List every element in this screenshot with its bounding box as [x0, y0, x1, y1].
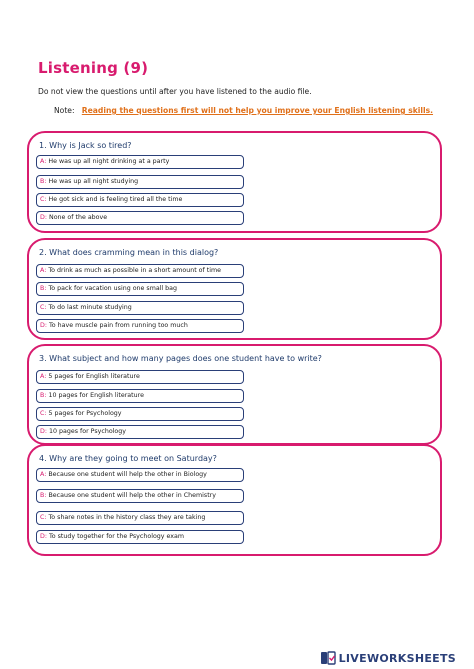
option-letter: B:: [40, 285, 47, 292]
option-letter: B:: [40, 392, 47, 399]
liveworksheets-logo: [320, 651, 456, 665]
liveworksheets-logo-icon: [320, 651, 336, 665]
option-c[interactable]: [36, 511, 244, 525]
option-b[interactable]: [36, 489, 244, 503]
option-letter: C:: [40, 304, 47, 311]
option-letter: D:: [40, 322, 47, 329]
option-letter: D:: [40, 428, 47, 435]
option-c[interactable]: [36, 193, 244, 207]
question-box-2: [27, 238, 442, 340]
note-line: [54, 106, 433, 115]
option-text: Because one student will help the other in Biology: [46, 471, 207, 478]
option-text: To pack for vacation using one small bag: [46, 285, 178, 292]
option-text: None of the above: [46, 214, 108, 221]
option-text: To have muscle pain from running too much: [46, 322, 188, 329]
page-title: Listening (9): [38, 59, 149, 77]
option-b[interactable]: [36, 175, 244, 189]
option-a[interactable]: [36, 370, 244, 384]
option-d[interactable]: [36, 211, 244, 225]
option-letter: B:: [40, 492, 47, 499]
option-letter: C:: [40, 410, 47, 417]
option-a[interactable]: [36, 155, 244, 169]
option-letter: C:: [40, 196, 47, 203]
option-letter: A:: [40, 471, 47, 478]
option-letter: A:: [40, 158, 47, 165]
question-box-4: [27, 444, 442, 556]
question-box-3: [27, 344, 442, 445]
option-text: To study together for the Psychology exam: [46, 533, 185, 540]
question-text: 1. Why is Jack so tired?: [39, 141, 132, 150]
option-text: 10 pages for Psychology: [46, 428, 126, 435]
logo-text: LIVEWORKSHEETS: [338, 651, 456, 665]
option-letter: A:: [40, 373, 47, 380]
option-d[interactable]: [36, 319, 244, 333]
option-letter: D:: [40, 533, 47, 540]
option-text: To drink as much as possible in a short amount of time: [46, 267, 221, 274]
option-text: To share notes in the history class they are taking: [46, 514, 206, 521]
note-label: Note:: [54, 106, 75, 115]
option-c[interactable]: [36, 301, 244, 315]
option-text: 5 pages for Psychology: [46, 410, 122, 417]
question-box-1: [27, 131, 442, 233]
option-c[interactable]: [36, 407, 244, 421]
question-text: 2. What does cramming mean in this dialog?: [39, 248, 219, 257]
option-letter: C:: [40, 514, 47, 521]
option-letter: A:: [40, 267, 47, 274]
option-a[interactable]: [36, 468, 244, 482]
option-a[interactable]: [36, 264, 244, 278]
footer: [0, 645, 474, 669]
option-text: 5 pages for English literature: [46, 373, 140, 380]
option-d[interactable]: [36, 425, 244, 439]
option-d[interactable]: [36, 530, 244, 544]
option-letter: B:: [40, 178, 47, 185]
option-text: He got sick and is feeling tired all the time: [46, 196, 183, 203]
option-text: He was up all night drinking at a party: [46, 158, 170, 165]
option-text: To do last minute studying: [46, 304, 132, 311]
question-text: 4. Why are they going to meet on Saturday?: [39, 454, 217, 463]
option-text: Because one student will help the other in Chemistry: [46, 492, 216, 499]
option-b[interactable]: [36, 282, 244, 296]
option-text: He was up all night studying: [46, 178, 139, 185]
instructions-text: Do not view the questions until after you have listened to the audio file.: [38, 87, 312, 96]
option-letter: D:: [40, 214, 47, 221]
option-b[interactable]: [36, 389, 244, 403]
note-warning: Reading the questions first will not help you improve your English listening skills.: [81, 106, 434, 115]
question-text: 3. What subject and how many pages does one student have to write?: [39, 354, 322, 363]
option-text: 10 pages for English literature: [46, 392, 144, 399]
